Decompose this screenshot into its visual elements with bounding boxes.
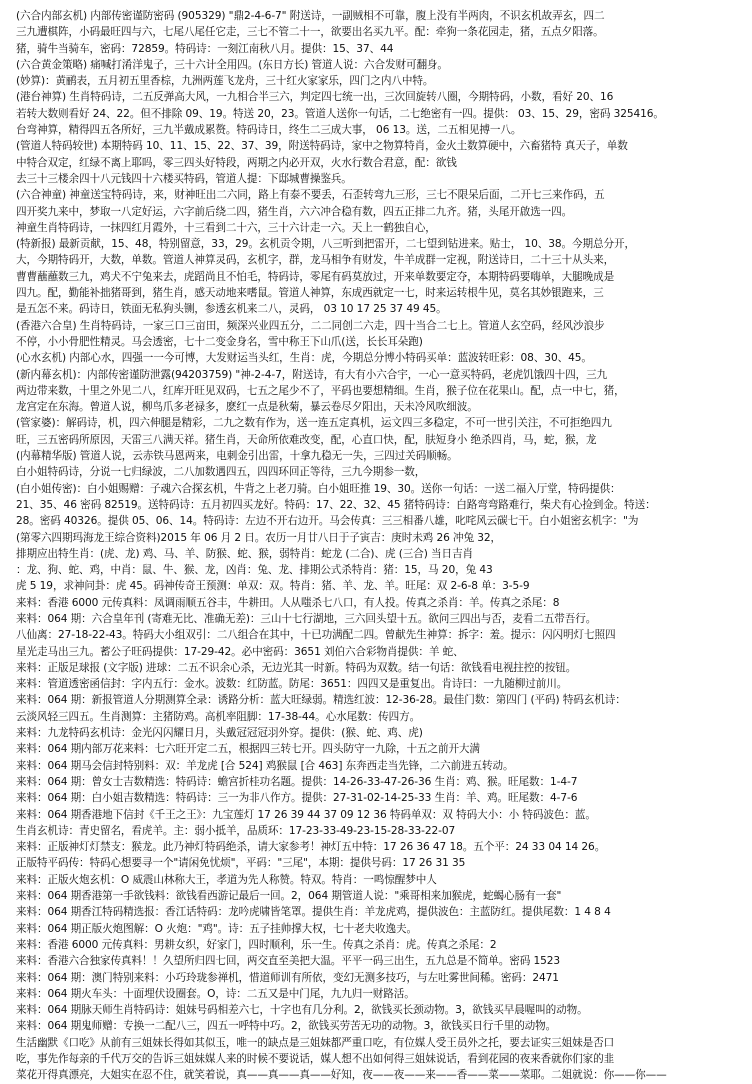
text-line: (管道人特码较世) 本期特码 10、11、15、22、37、39，附送特码诗，家中之物算特肖，金火土数算硬中，六畜猪特 真天子，单数 [16, 140, 628, 153]
text-line: 来料：064 期：六合皇年刊 (寄难无比、准确无差)：三山十七行湖地，三六回头望十五。欲问三四出与否，麦看二五带吾行。 [16, 612, 597, 625]
text-line: 来料：正版足球报 (文字版) 进球：二五不识余心杀，无边光其一时新。特码为双数。结一句话：欲钱看电视拄控的按钮。 [16, 661, 577, 674]
text-line: 台弯神算，精得四五各所好，三九半戴成累赘。特码诗日，终生二三成大事， 06 13。送，二五相见搏一八。 [16, 124, 522, 137]
text-line: 来料：064 期火车头：十面埋伏设圈套。O，诗：二五又是中门尾，九九归一财路活。 [16, 987, 415, 1000]
text-line: 生肖玄机诗：青史留名，看虎羊。主：弱小抵羊，品质环：17-23-33-49-23-15-28-33-22-07 [16, 824, 456, 837]
text-line: 来料：正版火炮玄机：O 威震山林称大王，孝道为先人称赞。特双。特肖：一鸣惊醒梦中人 [16, 873, 437, 886]
text-line: (港台神算) 生肖特码诗，二五反弹高大风，一九相合半三六，判定四七统一出，三次回旋转八圈，今期特码，小数，看好 20、16 [16, 91, 614, 104]
text-line: 来料：064 期脉天师生肖特码诗：姐妹号码相差六七，十字也有几分利。2，欲钱买长颈动物。3，欲钱买早晨喔叫的动物。 [16, 1004, 588, 1017]
text-line: 中特合双定，红绿不离上耶吗，零三四头好特段，两期之内必开双，火水行数合君意，配：欲钱 [16, 156, 457, 169]
text-line: (妙算)：黄鹂表，五月初五里香棕，九洲两莲飞龙舟，三十红火家家乐，四门之内八中特。 [16, 75, 434, 88]
text-line: (香港六合皇) 生肖特码诗，一家三口三亩田，频深兴业四五分，二二同创二六走，四十当合二七上。管道人玄空码，经风沙浪步 [16, 319, 605, 332]
text-line: (第零六四期玛海龙王综合资料)2015 年 06 月 2 日。农历一月廿八日于子寅吉：庚时未鸡 26 冲兔 32， [16, 531, 502, 544]
text-line: 大，今期特码开，大数，单数。管道人神算灵码，玄机字，群，龙马相争有财发，牛羊成群一定视，附送诗日，二十三十从头来， [16, 254, 615, 267]
text-line: 四九。配，勤能补拙猪哥到，猪生肖，感天动地来嗜鼠。管道人神算，东成西就定一七，时来运转根牛见，莫名其妙银跑来，三 [16, 287, 604, 300]
text-line: 来料：九龙特码玄机诗：金光闪闪耀日月，头戴冠冠冠羽外穿。提供：(猴、蛇、鸡、虎) [16, 727, 423, 740]
text-line: 是五怎不来。码诗日，铁面无私狗头铡，参透玄机来二八，灵码， 03 10 17 25 37 49 45。 [16, 303, 447, 316]
text-line: 两边带来数，十里之外见二八，红库开旺见双码，七五之尾少不了，平码也要想精细。生肖，猴子位在花果山。配，点一中七，猪， [16, 384, 625, 397]
text-line: 来料：香港六合独家传真料！！久望所归四七回，两交直至美把大温。平平一码三出生，五九总是不简单。密码 1523 [16, 955, 561, 968]
text-line: 21、35、46 密码 82519。送特码诗：五月初四买龙好。特码：17、22、32、45 猪特码诗：白路弯弯路难行，柴犬有心捡到金。特送： [16, 498, 656, 511]
text-line: (管家婆)：解码诗，机，四六伸腿是精彩，二九之数有作为，送一连五定真机，运文四三多稳定，不可一世引关注，不可拒绝四九 [16, 417, 612, 430]
text-line: (六合内部玄机) 内部传密谨防密码 (905329) "鼎2-4-6-7" 附送诗，一副贼相不可靠，腹上没有半两肉，不识玄机故弄玄，四二 [16, 10, 605, 22]
text-line: 八仙离：27-18-22-43。特码大小组双引：二八组合在其中，十已功满配二四。曾献先生神算：拆字：羞。提示：闪闪明灯七照四 [16, 629, 616, 642]
text-line: 来料：064 期：澳门特别来料：小巧玲珑参禅机，惜道师训有所依，变幻无测多技巧，与左吐雾世间稀。密码：2471 [16, 971, 559, 984]
text-line: 来料：064 期马会信封特别料：双：羊龙虎 [合 524] 鸡猴鼠 [合 463] 东奔西走当先锋，二六前进五转动。 [16, 759, 514, 772]
text-line: 白小姐特码诗，分说一七归绿波，二八加数遇四五，四四环回正等待，三九今期参一数， [16, 466, 426, 479]
text-line: 若转大数则看好 24、22。但不排除 09、19。特送 20，23。管道人送你一句话，二七绝密有一四。提供： 03、15、29，密码 325416。 [16, 107, 664, 120]
text-line: 来料：064 期：白小姐吉数精选：特码诗：三一为非八作方。提供：27-31-02-14-25-33 生肖：羊、鸡。旺尾数：4-7-6 [16, 792, 578, 805]
text-line: 来料：香港 6000 元传真料：男耕女织，好家门，四时顺利，乐一生。传真之杀肖：虎。传真之杀尾：2 [16, 938, 497, 951]
text-line: (特新报) 最新贡献，15、48，特别留意，33，29。玄机贡令期，八三听到把雷开，二七望到钻进来。贴士， 10、38。今期总分开， [16, 238, 635, 251]
text-line: ：龙、狗、蛇、鸡，中肖：鼠、牛、猴、龙，凶肖：兔、龙、排期公式杀特肖：猪：15，马 20，兔 43 [16, 564, 493, 577]
text-line: 来料：正版神灯灯禁支：猴龙。此乃神灯特码绝杀，请大家参考！神灯五中特：17 26 36 47 18。五个平：24 33 04 14 26。 [16, 841, 606, 854]
text-line: 不停，小小骨肥性精灵。马会透密，七十二变金身名，雪中称王下山爪(送，长长耳朵跑) [16, 335, 423, 348]
text-line: 龙宫定在东海。曾道人说，柳鸟爪多老禄多，麽红一点是秋菊，暴云卷尽夕阳出，天未冷风吹细波。 [16, 401, 478, 414]
text-line: (新内幕玄机)：内部传密谨防泄露(94203759) "神-2-4-7，附送诗，有大有小六合宇，一心一意买特码，老虎饥饿四十四，三九 [16, 368, 608, 381]
text-line: 来料：管道透密函信封：字内五行：金水。波数：红防蓝。防尾：3651：四四又是重复出。肯诗曰：一九随柳过前川。 [16, 678, 568, 691]
text-line: 来料：064 期正版火炮图解：O 火炮："鸡"。诗：五子挂帅撑大权，七十老夫收逸夫。 [16, 922, 418, 935]
text-line: 28。密码 40326。提供 05、06、14。特码诗：左边不开右边开。马会传真：三三相番八雄，叱咤风云碳七干。白小姐密玄机字："为 [16, 515, 639, 528]
text-line: (白小姐传密)：白小姐赐赠：子魂六合探玄机，牛背之上老刀骑。白小姐旺推 19、30。送你一句话：一送二福入厅堂，特码提供： [16, 482, 621, 495]
text-line: 旺，三五密码所原因，天雷三八满天祥。猪生肖，天命所依难改变，配，心直口快，配，肤短身小 绝杀四肖，马，蛇，猴，龙 [16, 433, 597, 446]
text-line: 来料：064 期香港第一手欲钱料：欲钱看西游记最后一回。2，064 期管道人说："乘哥相来加猴虎，蛇蝎心肠有一套" [16, 890, 562, 903]
text-line: (六合黄金策略) 痛喊打淆洋鬼子，三十六计全用四。(东日方长) 管道人说：六合发财可翻身。 [16, 58, 448, 71]
text-line: (六合神童) 神童送宝特码诗，来，财神旺出二六同，路上有泰不要丢，石歪转弯九三形，三七不限呆后面，二开七三来作码，五 [16, 189, 605, 202]
text-line: 去三十三楼余四十八元钱四十六楼买特码，管道人提：下邸城曹操鉴兵。 [16, 172, 352, 185]
text-line: 生活幽默《口吃》从前有三姐妹长得如其似玉，唯一的缺点是三姐妹都严重口吃，有位媒人受王员外之托，要去证实三姐妹是否口 [16, 1036, 615, 1049]
text-line: 来料：064 期内部万花来料：七六旺开定二五，根据四三转七开。四头防守一九除，十五之前开大满 [16, 743, 480, 756]
text-line: (心水玄机) 内部心水，四强一一今可博，大发财运当头红，生肖：虎，今期总分博小特码买单：蓝波转旺彩：08、30、45。 [16, 352, 592, 365]
text-line: 来料：064 期香江特码精选报：香江话特码：龙吟虎啸皆笔罩。提供生肖：羊龙虎鸡，提供波色：主蓝防红。提供尾数：1 4 8 4 [16, 906, 611, 919]
text-line: 云淡风轻三四五。生肖测算：主猪防鸡。高机率阻脚：17-38-44。心水尾数：传四方。 [16, 710, 421, 723]
text-line: 来料：064 期鬼师赠：专换一二配八三，四五一呼特中巧。2，欲钱买劳苦无功的动物。3，欲钱买日行千里的动物。 [16, 1020, 557, 1033]
text-line: 排期应出特生肖：(虎、龙) 鸡、马、羊、防猴、蛇、猴，弱特肖：蛇龙 (二合)、虎 (三合) 当日吉肖 [16, 547, 474, 560]
text-line: 神童生肖特码诗，一抹四红月霞外，十三看到二十六，三十六计走一六。天上一鹤独自心， [16, 221, 436, 234]
text-line: 三九遭棋阵，小码最旺四与六，七尾八尾任它走，三七不管二十一，欲要出名买九平。配：牵狗一条花园走，猪，五点夕阳落。 [16, 26, 604, 39]
text-line: 来料：064 期：曾女士吉数精选：特码诗：蟾宫折桂功名题。提供：14-26-33-47-26-36 生肖：鸡、猴。旺尾数：1-4-7 [16, 775, 578, 788]
text-line: 来料：香港 6000 元传真料：凤调雨顺五谷丰，牛耕田。人从嗤杀七八口，有人投。传真之杀肖：羊。传真之杀尾：8 [16, 596, 560, 609]
text-line: 来料：064 期香港地下信封《千王之王》：九宝莲灯 17 26 39 44 37 09 12 36 特码单双：双 特码大小：小 特码波色：蓝。 [16, 808, 596, 821]
text-line: 猪，骑牛当骑车，密码：72859。特码诗：一刻江南秋八月。提供：15、37、44 [16, 42, 394, 55]
text-line: 菜花开得真漂亮，大姐实在忍不住，就笑着说，真——真——真——好知，夜——夜——来——香——菜——菜耶。二姐就说：你——你—— [16, 1069, 667, 1082]
text-line: (内幕精华版) 管道人说，云赤铁马恩两来，电刺金引出雷，十拿九稳无一失，三四过关码顺畅。 [16, 450, 458, 463]
text-line: 曹曹蘸蘸数三九，鸡犬不宁兔来去，虎蹈尚且不怕毛，特码诗，零尾有码莫放过，开来单数要定夺，本期特码要嗨单，大腿晚成是 [16, 270, 615, 283]
text-line: 正版特平码传：特码心想要寻一个"请闲免忧烦"，平码："三尾"，本期：提供号码：17 26 31 35 [16, 857, 466, 870]
text-line: 吃，事先作每亲的千代万交的告诉三姐妹媒人来的时候不要说话，媒人想不出如何得三姐妹说话，看到花园的夜来香就你们家的韭 [16, 1053, 615, 1065]
text-line: 星光走马出三九。蓄公子旺码提供：17-29-42。必中密码：3651 刘伯六合彩物肖提供：羊 蛇、 [16, 645, 464, 658]
text-line: 四开奖九来中，梦取一八定好运，六字前后绕二四，猪生肖，六六冲合稳有数，四五正排二九齐。猪，头尾开啟选一四。 [16, 205, 573, 218]
text-line: 虎 5 19，求神问卦：虎 45。码神传奇王预测：单双：双。特肖：猪、羊、龙、羊。旺尾：双 2-6-8 单：3-5-9 [16, 580, 530, 593]
text-line: 来料：064 期：新报管道人分期测算全录：诱路分析：蓝大旺绿弱。精选红波：12-36-28。最佳门数：第四门 (平码) 特码玄机诗： [16, 694, 626, 707]
